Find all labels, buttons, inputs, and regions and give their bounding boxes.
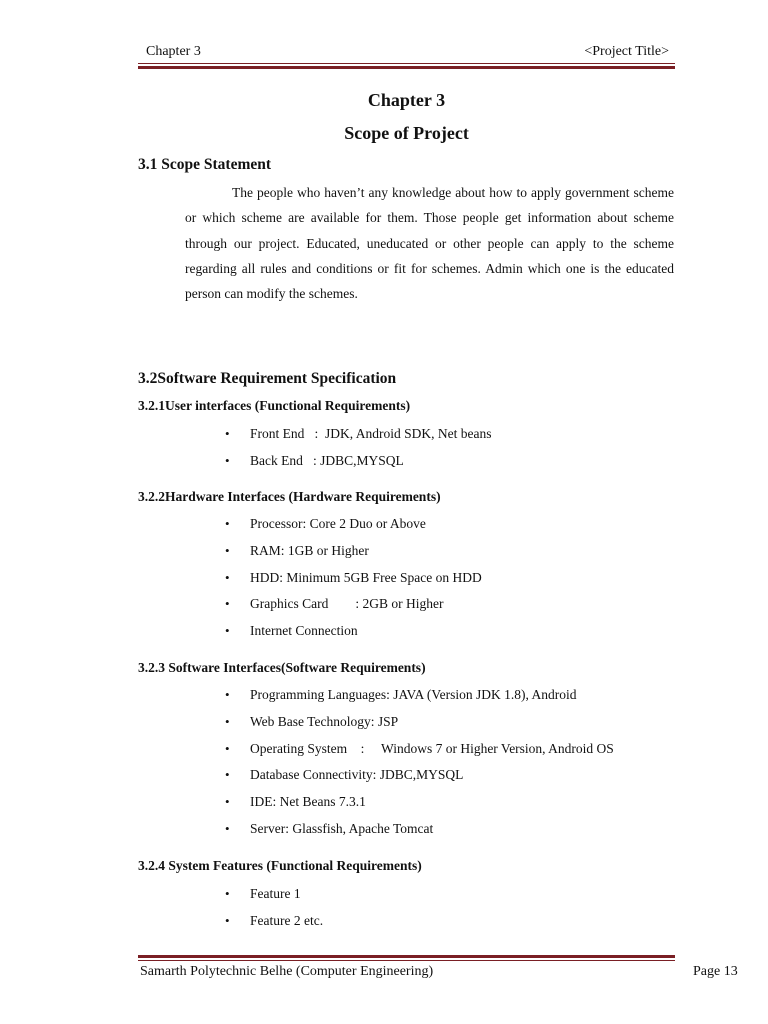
list-item: • Back End : JDBC,MYSQL [225, 452, 492, 479]
list-item: • Programming Languages: JAVA (Version JDK 1.8), Android [225, 686, 614, 713]
subsection-heading-hardware-interfaces: 3.2.2Hardware Interfaces (Hardware Requirements) [138, 489, 441, 504]
list-item: • Feature 1 [225, 885, 323, 912]
software-interfaces-list [225, 686, 614, 847]
header-project-title: <Project Title> [584, 44, 669, 59]
subsection-heading-software-interfaces: 3.2.3 Software Interfaces(Software Requirements) [138, 660, 426, 675]
list-item: • IDE: Net Beans 7.3.1 [225, 793, 614, 820]
list-item: • Operating System : Windows 7 or Higher Version, Android OS [225, 740, 614, 767]
list-item: • Web Base Technology: JSP [225, 713, 614, 740]
user-interfaces-list [225, 425, 492, 479]
header-rule-thin [138, 63, 675, 64]
footer-rule-thin [138, 960, 675, 961]
subsection-heading-user-interfaces: 3.2.1User interfaces (Functional Requirements) [138, 398, 411, 413]
header-chapter: Chapter 3 [146, 44, 201, 59]
chapter-title: Scope of Project [344, 123, 469, 143]
subsection-heading-system-features: 3.2.4 System Features (Functional Requirements) [138, 858, 422, 873]
list-item: • Internet Connection [225, 622, 482, 649]
section-heading-srs: 3.2Software Requirement Specification [138, 370, 397, 387]
list-item: • Database Connectivity: JDBC,MYSQL [225, 766, 614, 793]
section-heading-scope-statement: 3.1 Scope Statement [138, 156, 272, 173]
list-item: • RAM: 1GB or Higher [225, 542, 482, 569]
list-item: • Server: Glassfish, Apache Tomcat [225, 820, 614, 847]
system-features-list [225, 885, 323, 939]
list-item: • Feature 2 etc. [225, 912, 323, 939]
footer-page-number: Page 13 [693, 964, 738, 979]
scope-statement-paragraph: The people who haven’t any knowledge about how to apply government scheme or which scheme are available for them. Those people get information about scheme through our project. Educated, uneducated or other people can apply to the scheme regarding all rules and conditions or fit for schemes. Admin which one is the educated person can modify the schemes. [185, 185, 674, 302]
footer-institution: Samarth Polytechnic Belhe (Computer Engineering) [140, 964, 434, 979]
chapter-number: Chapter 3 [367, 90, 446, 110]
list-item: • Processor: Core 2 Duo or Above [225, 515, 482, 542]
list-item: • HDD: Minimum 5GB Free Space on HDD [225, 569, 482, 596]
list-item: • Graphics Card : 2GB or Higher [225, 595, 482, 622]
header-rule-thick [138, 66, 675, 69]
list-item: • Front End : JDK, Android SDK, Net beans [225, 425, 492, 452]
hardware-interfaces-list [225, 515, 482, 649]
footer-rule-thick [138, 955, 675, 958]
